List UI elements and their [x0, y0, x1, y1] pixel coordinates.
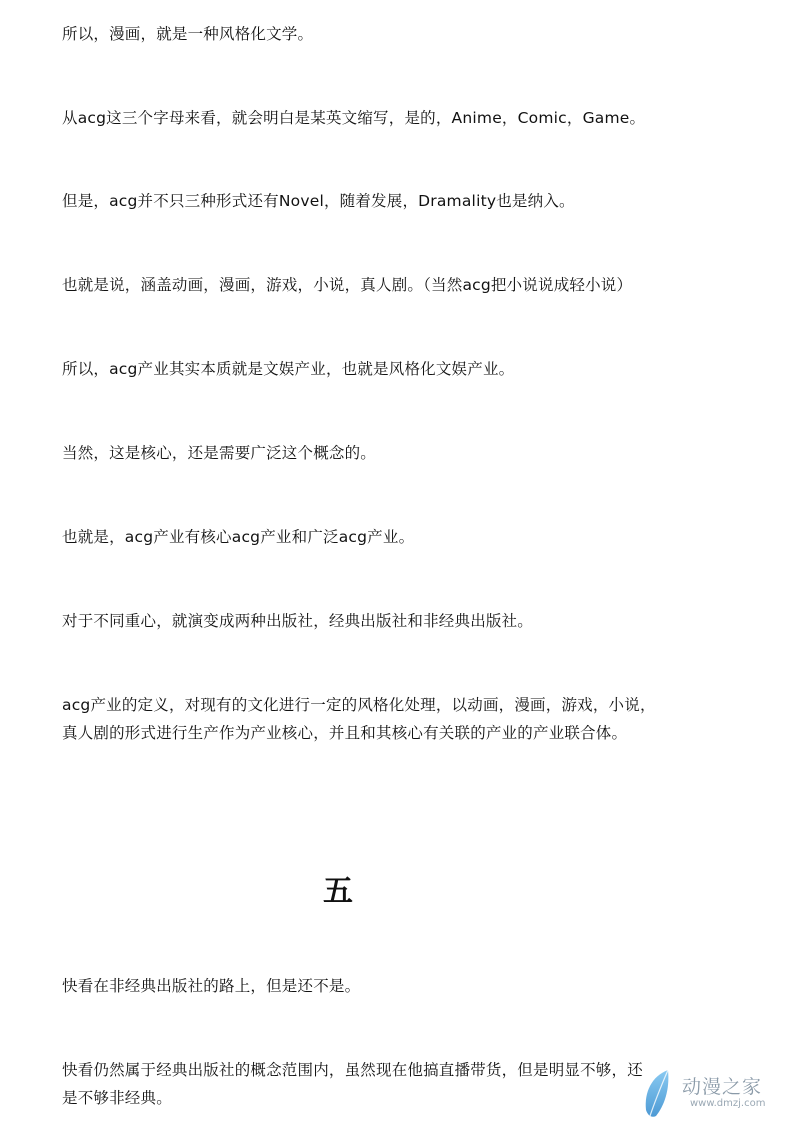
feather-logo-icon	[638, 1066, 682, 1122]
paragraph-4: 也就是说，涵盖动画，漫画，游戏，小说，真人剧。（当然acg把小说说成轻小说）	[62, 276, 633, 294]
paragraph-3: 但是，acg并不只三种形式还有Novel，随着发展，Dramality也是纳入。	[62, 192, 575, 210]
watermark-url: www.dmzj.com	[690, 1098, 766, 1109]
paragraph-11-line-2: 是不够非经典。	[62, 1089, 172, 1107]
paragraph-9-line-2: 真人剧的形式进行生产作为产业核心，并且和其核心有关联的产业的产业联合体。	[62, 724, 628, 742]
paragraph-9-line-1: acg产业的定义，对现有的文化进行一定的风格化处理，以动画，漫画，游戏，小说，	[62, 696, 656, 714]
paragraph-6: 当然，这是核心，还是需要广泛这个概念的。	[62, 444, 377, 462]
paragraph-8: 对于不同重心，就演变成两种出版社，经典出版社和非经典出版社。	[62, 612, 534, 630]
watermark-logo	[638, 1066, 788, 1122]
section-heading: 五	[323, 874, 353, 909]
paragraph-11-line-1: 快看仍然属于经典出版社的概念范围内，虽然现在他搞直播带货，但是明显不够，还	[62, 1061, 643, 1079]
paragraph-1: 所以，漫画，就是一种风格化文学。	[62, 25, 314, 43]
paragraph-5: 所以，acg产业其实本质就是文娱产业，也就是风格化文娱产业。	[62, 360, 515, 378]
watermark-text: 动漫之家	[682, 1076, 763, 1098]
paragraph-10: 快看在非经典出版社的路上，但是还不是。	[62, 977, 361, 995]
paragraph-7: 也就是，acg产业有核心acg产业和广泛acg产业。	[62, 528, 415, 546]
paragraph-2: 从acg这三个字母来看，就会明白是某英文缩写，是的，Anime，Comic，Game。	[62, 109, 646, 127]
